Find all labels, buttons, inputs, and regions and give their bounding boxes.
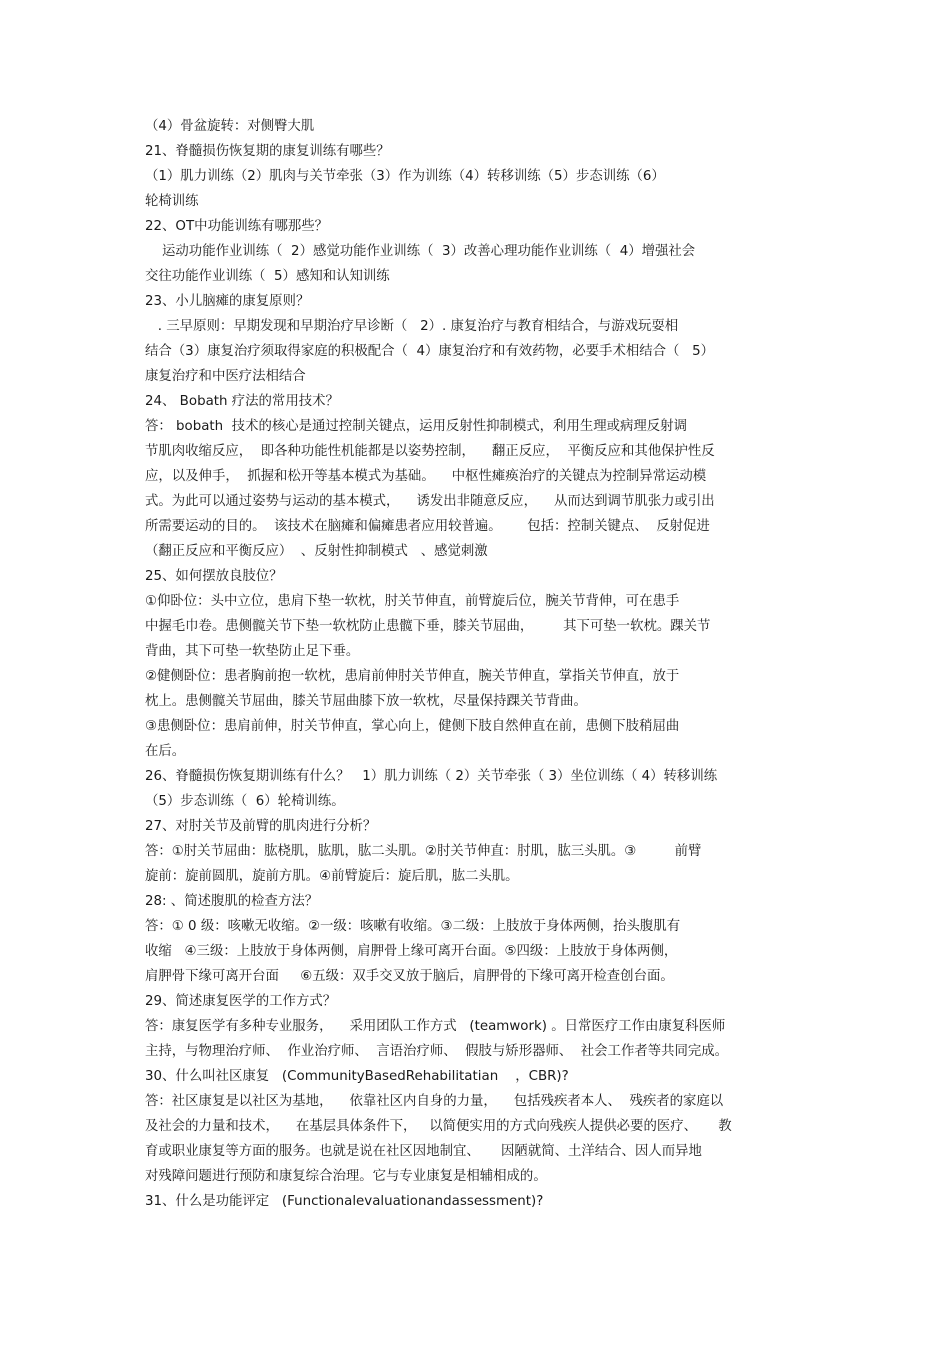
text-line: 收缩 ④三级：上肢放于身体两侧，肩胛骨上缘可离开台面。⑤四级：上肢放于身体两侧， — [145, 944, 678, 959]
text-line: . 三早原则：早期发现和早期治疗早诊断（ 2）. 康复治疗与教育相结合，与游戏玩耍相 — [145, 319, 679, 334]
text-line: 康复治疗和中医疗法相结合 — [145, 369, 306, 384]
text-line: 旋前：旋前圆肌，旋前方肌。④前臂旋后：旋后肌，肱二头肌。 — [145, 869, 519, 884]
text-line: 育或职业康复等方面的服务。也就是说在社区因地制宜、 因陋就简、土洋结合、因人而异地 — [145, 1144, 702, 1159]
question-heading: 24、 Bobath 疗法的常用技术？ — [145, 394, 339, 409]
text-line: （4）骨盆旋转：对侧臀大肌 — [145, 119, 315, 134]
question-heading: 27、对肘关节及前臂的肌肉进行分析？ — [145, 819, 377, 834]
text-line: （1）肌力训练（2）肌肉与关节牵张（3）作为训练（4）转移训练（5）步态训练（6） — [145, 169, 665, 184]
text-line: 答：康复医学有多种专业服务， 采用团队工作方式 (teamwork) 。日常医疗工作由康复科医师 — [145, 1019, 726, 1034]
text-line: 交往功能作业训练（ 5）感知和认知训练 — [145, 269, 390, 284]
text-line: 答： bobath 技术的核心是通过控制关键点，运用反射性抑制模式，利用生理或病理反射调 — [145, 419, 687, 434]
text-line: 及社会的力量和技术， 在基层具体条件下， 以简便实用的方式向残疾人提供必要的医疗、 教 — [145, 1119, 732, 1134]
text-line: 肩胛骨下缘可离开台面 ⑥五级：双手交叉放于脑后，肩胛骨的下缘可离开检查创台面。 — [145, 969, 674, 984]
question-heading: 30、什么叫社区康复 (CommunityBasedRehabilitatian ，CBR)? — [145, 1069, 569, 1084]
text-line: ②健侧卧位：患者胸前抱一软枕，患肩前伸肘关节伸直，腕关节伸直，掌指关节伸直，放于 — [145, 669, 680, 684]
question-heading: 31、什么是功能评定 (Functionalevaluationandassessment)? — [145, 1194, 544, 1209]
text-line: 所需要运动的目的。 该技术在脑瘫和偏瘫患者应用较普遍。 包括：控制关键点、 反射促进 — [145, 519, 710, 534]
text-line: 背曲，其下可垫一软垫防止足下垂。 — [145, 644, 360, 659]
question-heading: 28: 、简述腹肌的检查方法？ — [145, 894, 319, 909]
text-line: 答：① 0 级：咳嗽无收缩。②一级：咳嗽有收缩。③二级：上肢放于身体两侧，抬头腹肌有 — [145, 919, 681, 934]
text-line: 枕上。患侧髋关节屈曲，膝关节屈曲膝下放一软枕，尽量保持踝关节背曲。 — [145, 694, 587, 709]
question-heading: 21、脊髓损伤恢复期的康复训练有哪些？ — [145, 144, 390, 159]
text-line: ①仰卧位：头中立位，患肩下垫一软枕，肘关节伸直，前臂旋后位，腕关节背伸，可在患手 — [145, 594, 680, 609]
text-line: 节肌肉收缩反应， 即各种功能性机能都是以姿势控制， 翻正反应， 平衡反应和其他保护性反 — [145, 444, 715, 459]
question-heading: 22、OT中功能训练有哪那些？ — [145, 219, 329, 234]
text-line: 主持，与物理治疗师、 作业治疗师、 言语治疗师、 假肢与矫形器师、 社会工作者等共同完成。 — [145, 1044, 729, 1059]
text-line: 对残障问题进行预防和康复综合治理。它与专业康复是相辅相成的。 — [145, 1169, 547, 1184]
question-heading: 23、小儿脑瘫的康复原则？ — [145, 294, 310, 309]
text-line: 答：社区康复是以社区为基地， 依靠社区内自身的力量， 包括残疾者本人、 残疾者的家庭以 — [145, 1094, 724, 1109]
text-line: 答：①肘关节屈曲：肱桡肌，肱肌，肱二头肌。②肘关节伸直：肘肌，肱三头肌。③ 前臂 — [145, 844, 702, 859]
text-line: 式。为此可以通过姿势与运动的基本模式， 诱发出非随意反应， 从而达到调节肌张力或引出 — [145, 494, 715, 509]
question-heading: 26、脊髓损伤恢复期训练有什么？ 1）肌力训练（ 2）关节牵张（ 3）坐位训练（ 4）转移训练 — [145, 769, 718, 784]
question-heading: 29、简述康复医学的工作方式？ — [145, 994, 337, 1009]
question-heading: 25、如何摆放良肢位？ — [145, 569, 283, 584]
text-line: （5）步态训练（ 6）轮椅训练。 — [145, 794, 345, 809]
text-line: 应，以及伸手， 抓握和松开等基本模式为基础。 中枢性瘫痪治疗的关键点为控制异常运动模 — [145, 469, 707, 484]
text-line: 轮椅训练 — [145, 194, 199, 209]
text-line: 结合（3）康复治疗须取得家庭的积极配合（ 4）康复治疗和有效药物，必要手术相结合（ 5） — [145, 344, 715, 359]
text-line: （翻正反应和平衡反应） 、反射性抑制模式 、感觉刺激 — [145, 544, 488, 559]
text-line: 运动功能作业训练（ 2）感觉功能作业训练（ 3）改善心理功能作业训练（ 4）增强社会 — [145, 244, 696, 259]
text-line: 在后。 — [145, 744, 186, 759]
document-page — [145, 114, 815, 1214]
text-line: 中握毛巾卷。患侧髋关节下垫一软枕防止患髋下垂，膝关节屈曲， 其下可垫一软枕。踝关节 — [145, 619, 711, 634]
text-line: ③患侧卧位：患肩前伸，肘关节伸直，掌心向上，健侧下肢自然伸直在前，患侧下肢稍屈曲 — [145, 719, 680, 734]
